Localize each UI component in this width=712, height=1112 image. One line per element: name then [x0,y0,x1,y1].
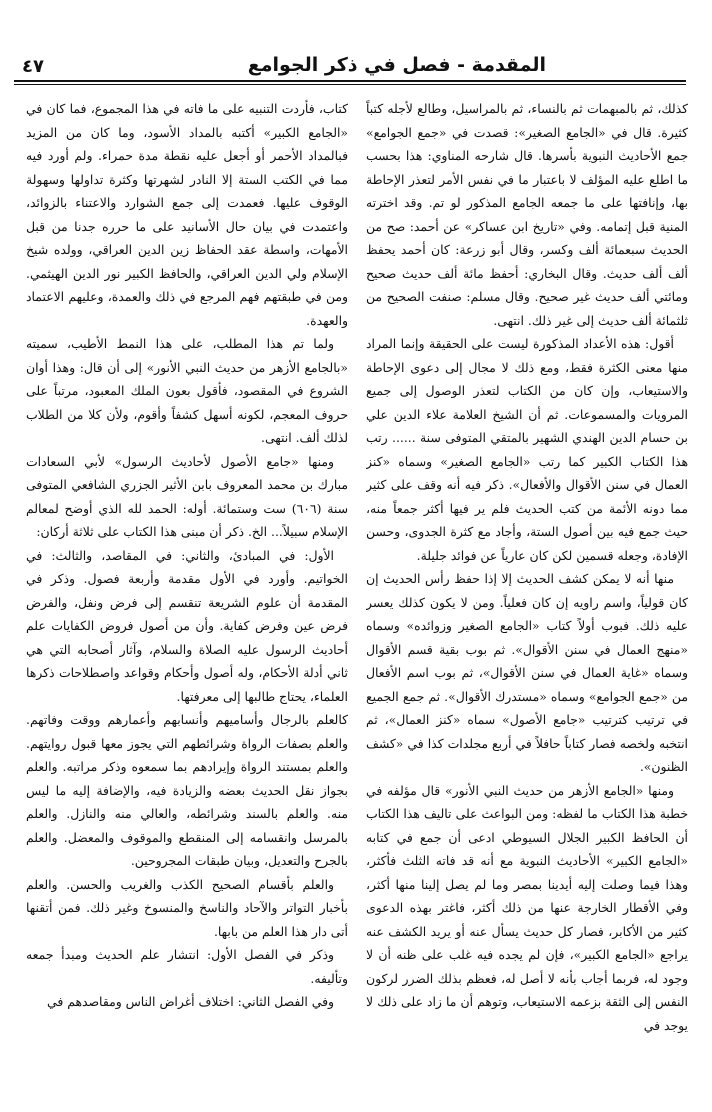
paragraph: الأول: في المبادئ، والثاني: في المقاصد، والثالث: في الخواتيم. وأورد في الأول مقدمة وأربعة فصول. وذكر في المقدمة أن علوم الشريعة تنقسم إلى فرض ونفل، والفرض فرض عين وفرض كفاية. وأن من أصول فروض الكفايات علم أحاديث الرسول عليه الصلاة والسلام، وآثار أصحابه التي هي ثاني أدلة الأحكام، وله أصول وأحكام وقواعد واصطلاحات ذكرها العلماء، يحتاج طالبها إلى معرفتها. [26,547,348,704]
paragraph: ولما تم هذا المطلب، على هذا النمط الأطيب، سميته «بالجامع الأزهر من حديث النبي الأنور» إلى أن قال: وهذا أوان الشروع في المقصود، فأقول بعون الملك المعبود، مرتباً على حروف المعجم، لكونه أسهل كشفاً وأقوم، ولأن كلا من الطلاب لذلك ألف. انتهى. [26,336,348,445]
paragraph: والعلم بأقسام الصحيح الكذب والغريب والحسن. والعلم بأخبار التواتر والآحاد والناسخ والمنسوخ وغير ذلك. فمن أتقنها أتى دار هذا العلم من بابها. [26,876,348,939]
page-number: ٤٧ [22,56,44,77]
paragraph: كتاب، فأردت التنبيه على ما فاته في هذا المجموع، فما كان في «الجامع الكبير» أكتبه بالمداد الأسود، وما كان من المزيد فبالمداد الأحمر أو أجعل عليه نقطة مدة حمراء. ولم أورد فيه مما في الكتب الستة إلا النادر لشهرتها وكثرة تداولها وسهولة الوقوف عليها. فعمدت إلى جمع الشوارد والاعتناء بالزوائد، واعتمدت في بيان حال الأسانيد على ما حرره جدنا من قبل الأمهات، واسطة عقد الحفاظ زين الدين العراقي، وولده شيخ الإسلام ولي الدين العراقي، والحافظ الكبير نور الدين الهيثمي. ومن في طبقتهم فهم المرجع في ذلك والعمدة، وعليهم الاعتماد والعهدة. [26,101,348,328]
paragraph: أقول: هذه الأعداد المذكورة ليست على الحقيقة وإنما المراد منها معنى الكثرة فقط، ومع ذلك لا مجال إلى دعوى الإحاطة والاستيعاب، وإن كان من الكتاب لتعذر الوصول إلى جميع المرويات والمسموعات. ثم أن الشيخ العلامة علاء الدين علي بن حسام الدين الهندي الشهير بالمتقي المتوفى سنة ...... رتب هذا الكتاب الكبير كما رتب «الجامع الصغير» وسماه «كنز العمال في سنن الأقوال والأفعال». ذكر فيه أنه وقف على كثير مما دونه الأئمة من كتب الحديث فلم ير فيها أكثر جمعاً منه، حيث جمع فيه بين أصول الستة، وأجاد مع كثرة الجدوى، وحسن الإفادة، وجعله قسمين لكن كان عارياً عن فوائد جليلة. [366,336,688,563]
running-header [14,50,686,86]
header-rule-thin [14,84,686,85]
paragraph: ومنها «جامع الأصول لأحاديث الرسول» لأبي السعادات مبارك بن محمد المعروف بابن الأثير الجزري الشافعي المتوفى سنة (٦٠٦) ست وستمائة. أوله: الحمد لله الذي أوضح لمعالم الإسلام سبيلاً... الخ. ذكر أن مبنى هذا الكتاب على ثلاثة أركان: [26,453,348,539]
paragraph: منها أنه لا يمكن كشف الحديث إلا إذا حفظ رأس الحديث إن كان قولياً، واسم راويه إن كان فعلياً. ومن لا يكون كذلك يعسر عليه ذلك. فبوب أولاً كتاب «الجامع الصغير وزوائده» وسماه «منهج العمال في سنن الأقوال». ثم بوب بقية قسم الأقوال وسماه «غاية العمال في سنن الأقوال»، ثم بوب اسم الأفعال من «جمع الجوامع» وسماه «مستدرك الأقوال». ثم جمع الجميع في ترتيب كترتيب «جامع الأصول» سماه «كنز العمال»، ثم انتخبه ولخصه فصار كتاباً حافلاً في أربع مجلدات كذا في «كشف الظنون». [366,571,688,774]
paragraph: وفي الفصل الثاني: اختلاف أغراض الناس ومقاصدهم في [47,994,334,1009]
paragraph: كذلك، ثم بالمبهمات ثم بالنساء، ثم بالمراسيل، وطالع لأجله كتباً كثيرة. قال في «الجامع الصغير»: قصدت في «جمع الجوامع» جمع الأحاديث النبوية بأسرها. قال شارحه المناوي: هذا بحسب ما اطلع عليه المؤلف لا باعتبار ما في نفس الأمر لتعذر الإحاطة بها، وإنافتها على ما جمعه الجامع المذكور لو تم. وقد اخترته المنية قبل إتمامه. وفي «تاريخ ابن عساكر» عن أحمد: صح من الحديث سبعمائة ألف وكسر، وقال أبو زرعة: كان أحمد يحفظ ألف ألف حديث. وقال البخاري: أحفظ مائة ألف حديث صحيح ومائتي ألف حديث غير صحيح. وقال مسلم: صنفت الصحيح من ثلثمائة ألف حديث إلى غير ذلك. انتهى. [366,101,688,328]
right-text-column [366,97,688,1102]
header-rule [14,80,686,82]
paragraph: كالعلم بالرجال وأساميهم وأنسابهم وأعمارهم ووقت وفاتهم. والعلم بصفات الرواة وشرائطهم التي يجوز معها قبول روايتهم. والعلم بمستند الرواة وإيرادهم بما سمعوه وذكر مراتبه. والعلم بجواز نقل الحديث بعضه والزيادة فيه، والإضافة إليه ما ليس منه. والعلم بالسند وشرائطه، والعالي منه والنازل. والعلم بالمرسل وانقسامه إلى المنقطع والموقوف والمعضل. والعلم بالجرح والتعديل، وبيان طبقات المجروحين. [26,712,348,868]
paragraph: وذكر في الفصل الأول: انتشار علم الحديث ومبدأ جمعه وتأليفه. [26,947,348,986]
left-text-column [26,97,348,1102]
paragraph: ومنها «الجامع الأزهر من حديث النبي الأنور» قال مؤلفه في خطبة هذا الكتاب ما لفظه: ومن البواعث على تاليف هذا الكتاب أن الحافظ الكبير الجلال السيوطي ادعى أن جمع في كتابه «الجامع الكبير» الأحاديث النبوية مع أنه قد فاته الثلث فأكثر، وهذا فيما وصلت إليه أيدينا بمصر وما لم يصل إلينا منها أكثر، وفي الأقطار الخارجة عنها من ذلك أكثر، فاغتر بهذه الدعوى كثير من الأكابر، فصار كل حديث يسأل عنه أو يريد الكشف عنه يراجع «الجامع الكبير»، فإن لم يجده فيه غلب على ظنه أن لا وجود له، فربما أجاب بأنه لا أصل له، فعظم بذلك الضرر لركون النفس إلى الثقة بزعمه الاستيعاب، وتوهم أن ما زاد على ذلك لا يوجد في [366,782,688,1033]
header-title: المقدمة - فصل في ذكر الجوامع [247,54,546,76]
